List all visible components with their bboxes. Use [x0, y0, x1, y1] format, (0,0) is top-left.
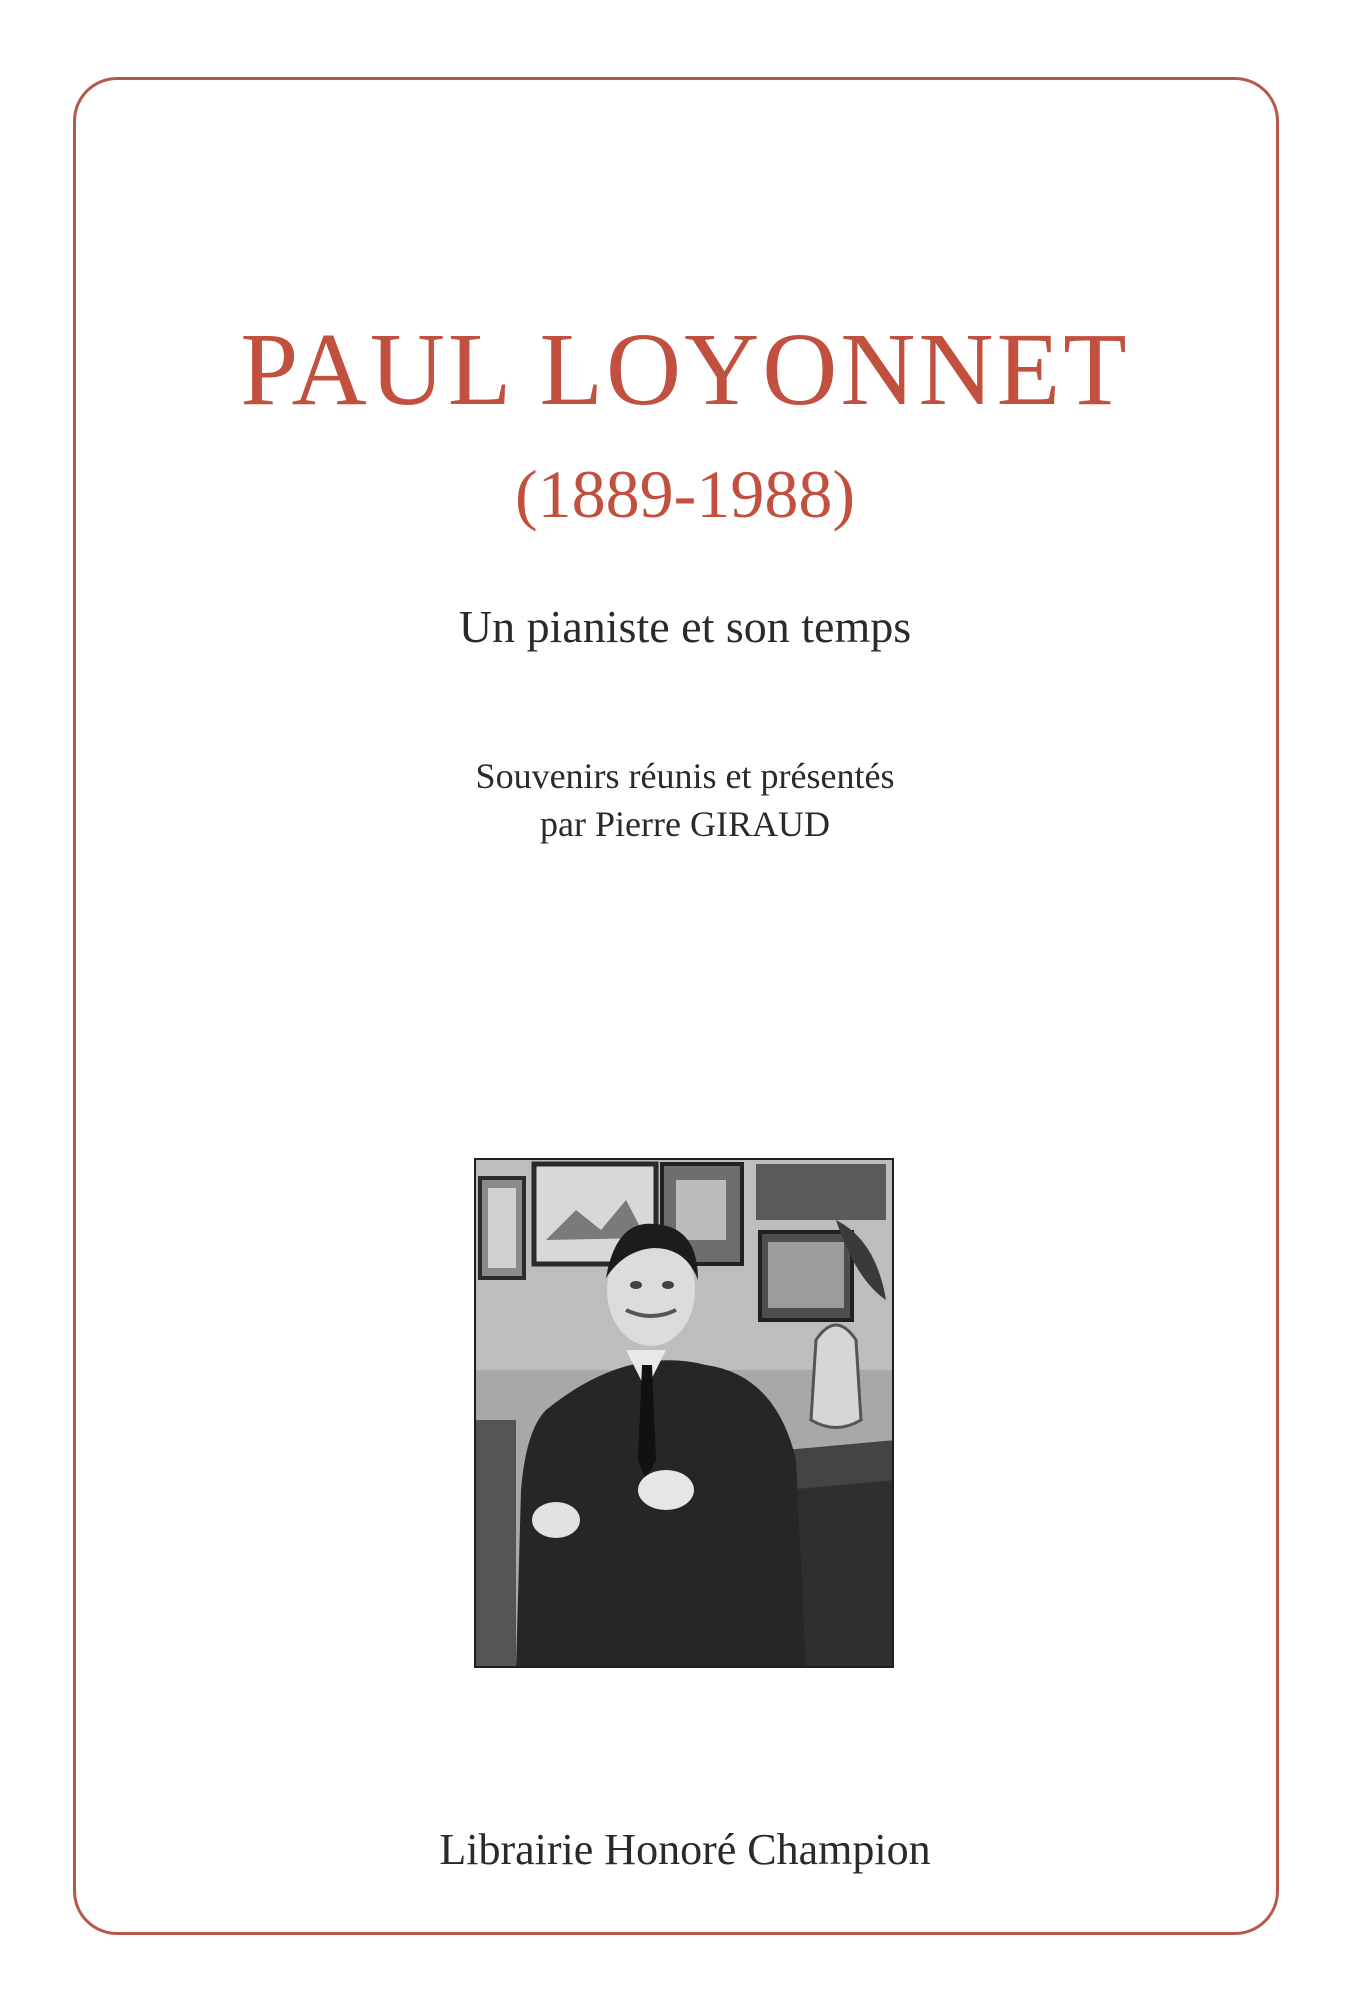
portrait-photo — [474, 1158, 894, 1668]
book-subtitle: Un pianiste et son temps — [458, 601, 912, 652]
publisher-name: Librairie Honoré Champion — [439, 1825, 931, 1874]
credit-line-1: Souvenirs réunis et présentés — [475, 756, 895, 796]
credit-line-2: par Pierre GIRAUD — [540, 804, 830, 844]
book-title: PAUL LOYONNET — [240, 312, 1130, 427]
editor-credit — [0, 752, 1370, 848]
life-dates: (1889-1988) — [515, 456, 855, 532]
